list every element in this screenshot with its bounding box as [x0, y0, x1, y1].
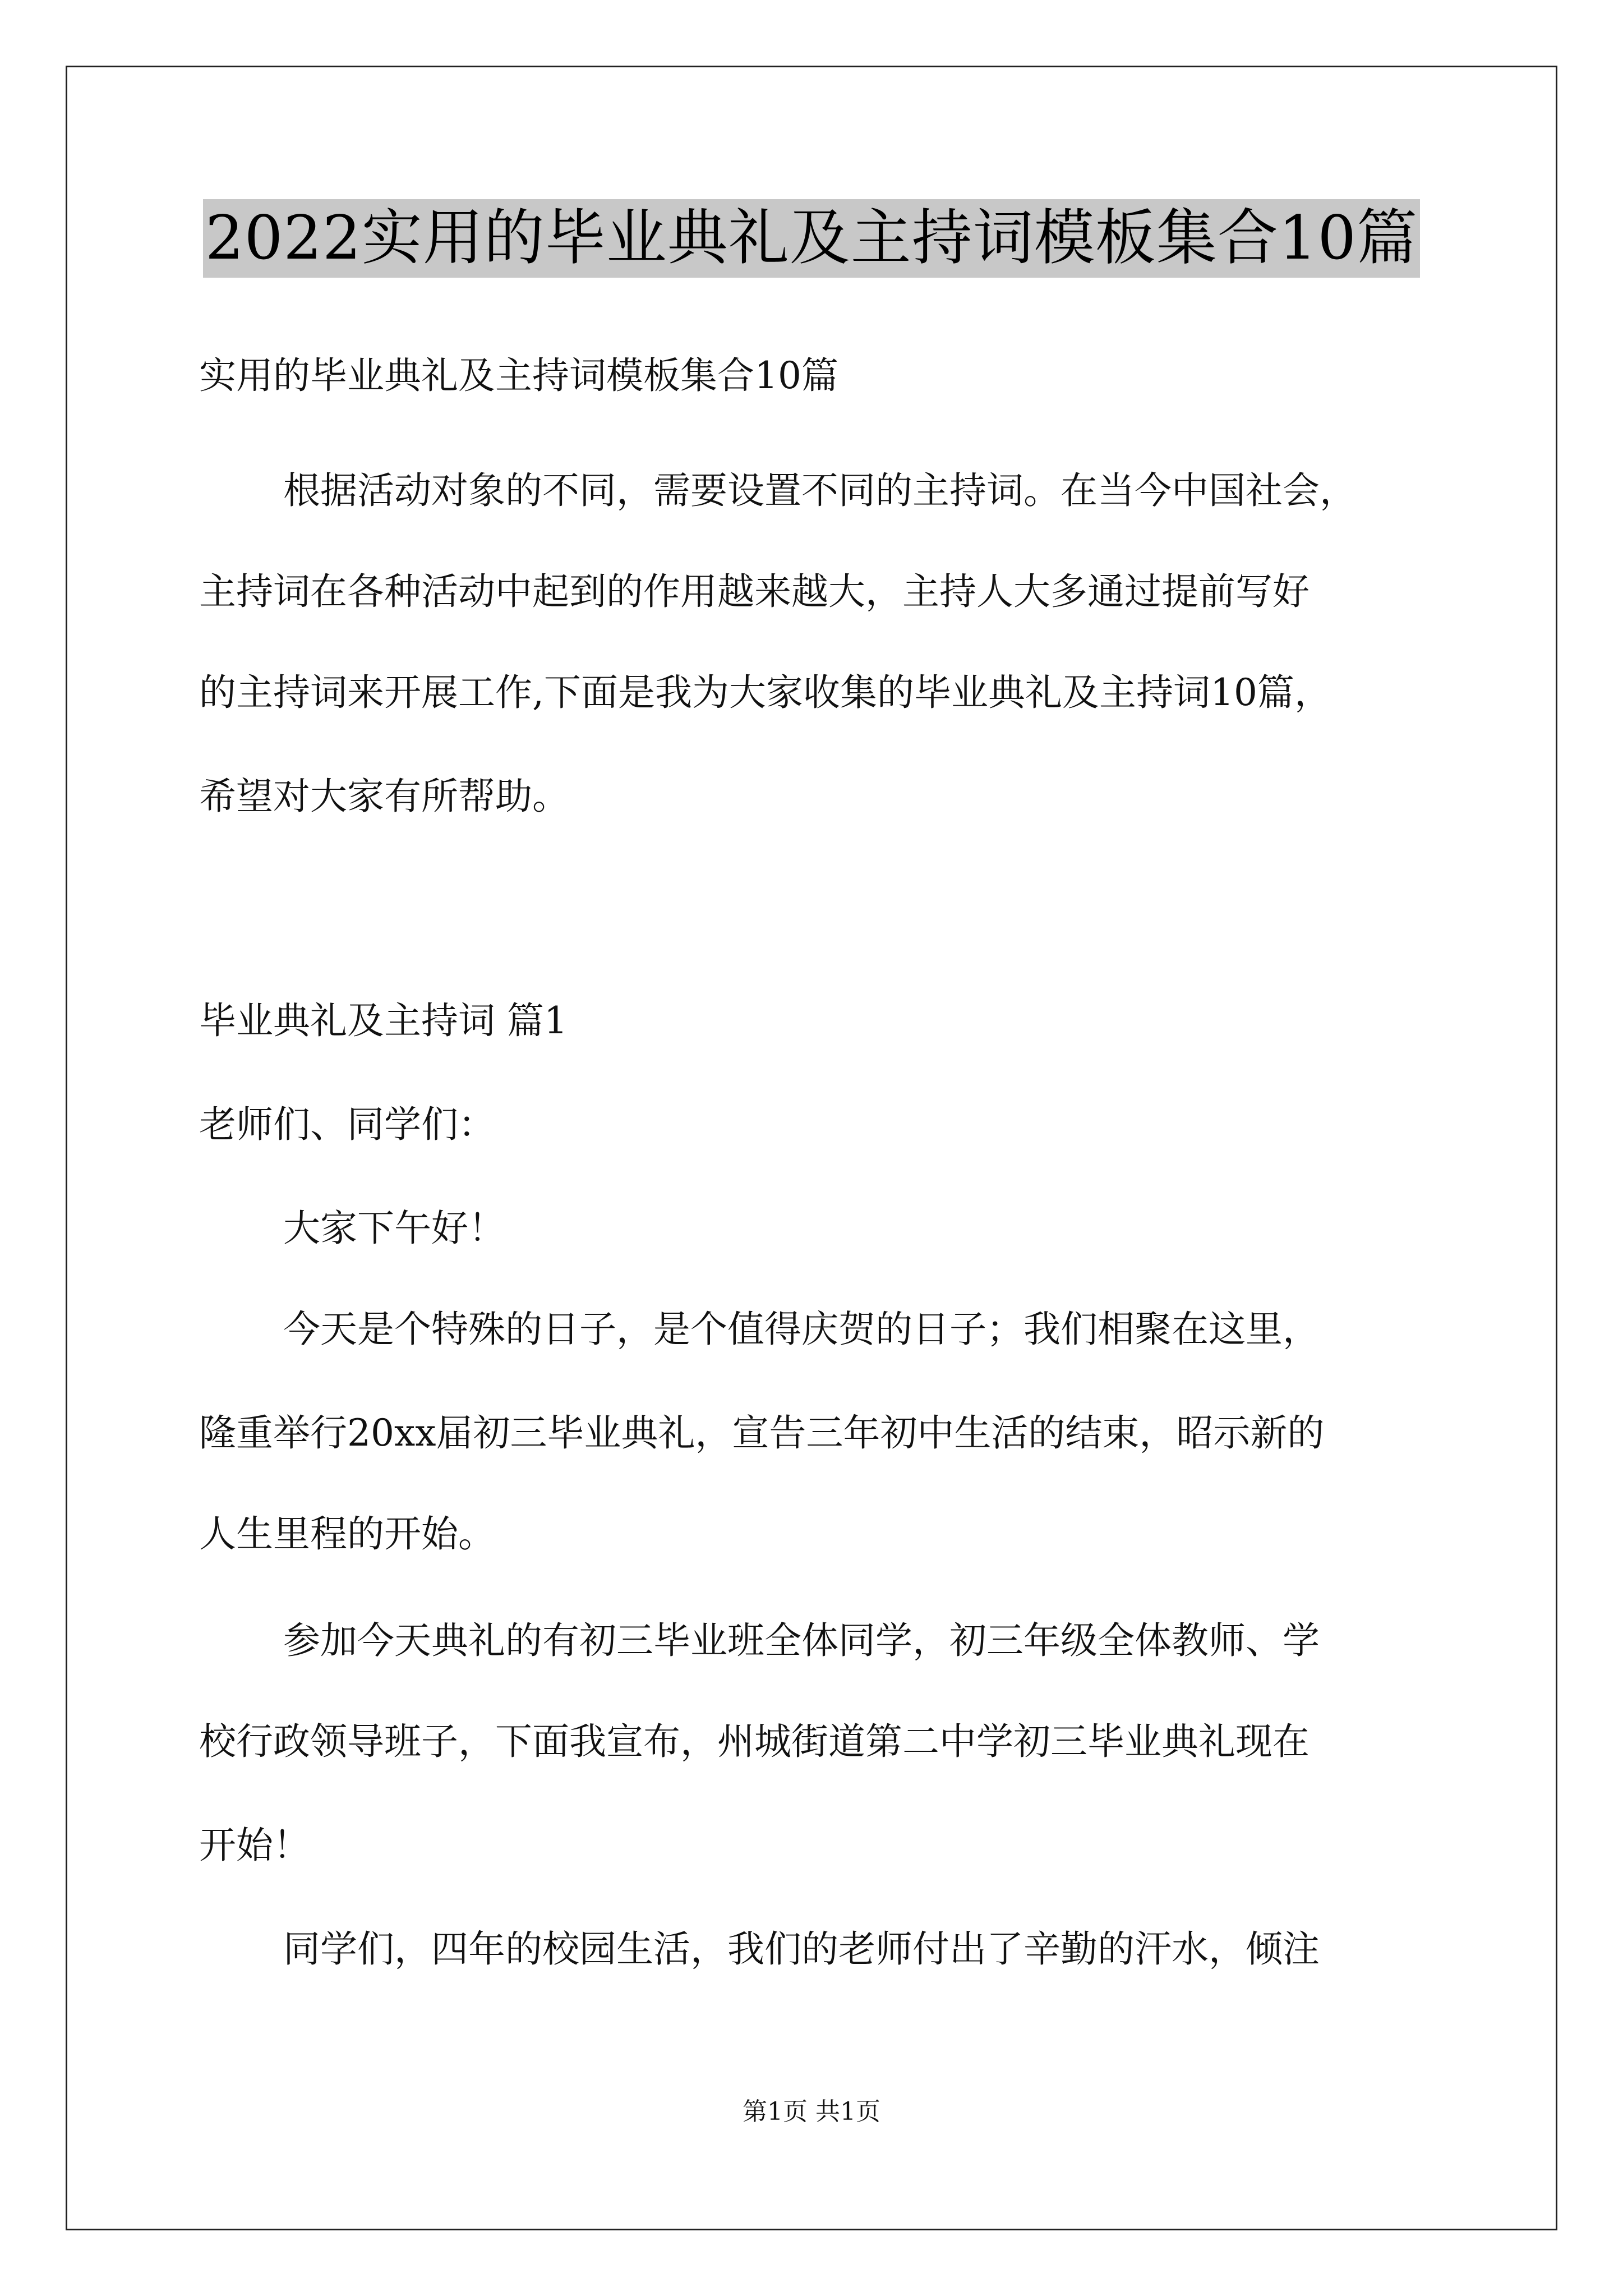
- title-block: [0, 199, 1623, 278]
- document-title: 2022实用的毕业典礼及主持词模板集合10篇: [203, 199, 1420, 278]
- section-heading: 毕业典礼及主持词 篇1: [199, 999, 568, 1042]
- intro-line-2: 主持词在各种活动中起到的作用越来越大，主持人大多通过提前写好: [199, 570, 1310, 613]
- document-subtitle: 实用的毕业典礼及主持词模板集合10篇: [199, 354, 838, 397]
- page-footer: 第1页 共1页: [743, 2097, 880, 2126]
- greeting: 大家下午好！: [283, 1207, 505, 1250]
- paragraph-1-line-2: 隆重举行20xx届初三毕业典礼，宣告三年初中生活的结束，昭示新的: [199, 1411, 1325, 1455]
- intro-line-4: 希望对大家有所帮助。: [199, 775, 569, 818]
- intro-line-1: 根据活动对象的不同，需要设置不同的主持词。在当今中国社会，: [283, 469, 1357, 512]
- intro-line-3: 的主持词来开展工作,下面是我为大家收集的毕业典礼及主持词10篇，: [199, 671, 1331, 714]
- salutation: 老师们、同学们：: [199, 1103, 495, 1146]
- paragraph-2-line-2: 校行政领导班子，下面我宣布，州城街道第二中学初三毕业典礼现在: [199, 1720, 1310, 1763]
- paragraph-1-line-1: 今天是个特殊的日子，是个值得庆贺的日子；我们相聚在这里，: [283, 1308, 1320, 1351]
- paragraph-3-line-1: 同学们，四年的校园生活，我们的老师付出了辛勤的汗水，倾注: [283, 1927, 1320, 1971]
- paragraph-2-line-3: 开始！: [199, 1824, 310, 1867]
- paragraph-1-line-3: 人生里程的开始。: [199, 1512, 495, 1556]
- paragraph-2-line-1: 参加今天典礼的有初三毕业班全体同学，初三年级全体教师、学: [283, 1619, 1320, 1662]
